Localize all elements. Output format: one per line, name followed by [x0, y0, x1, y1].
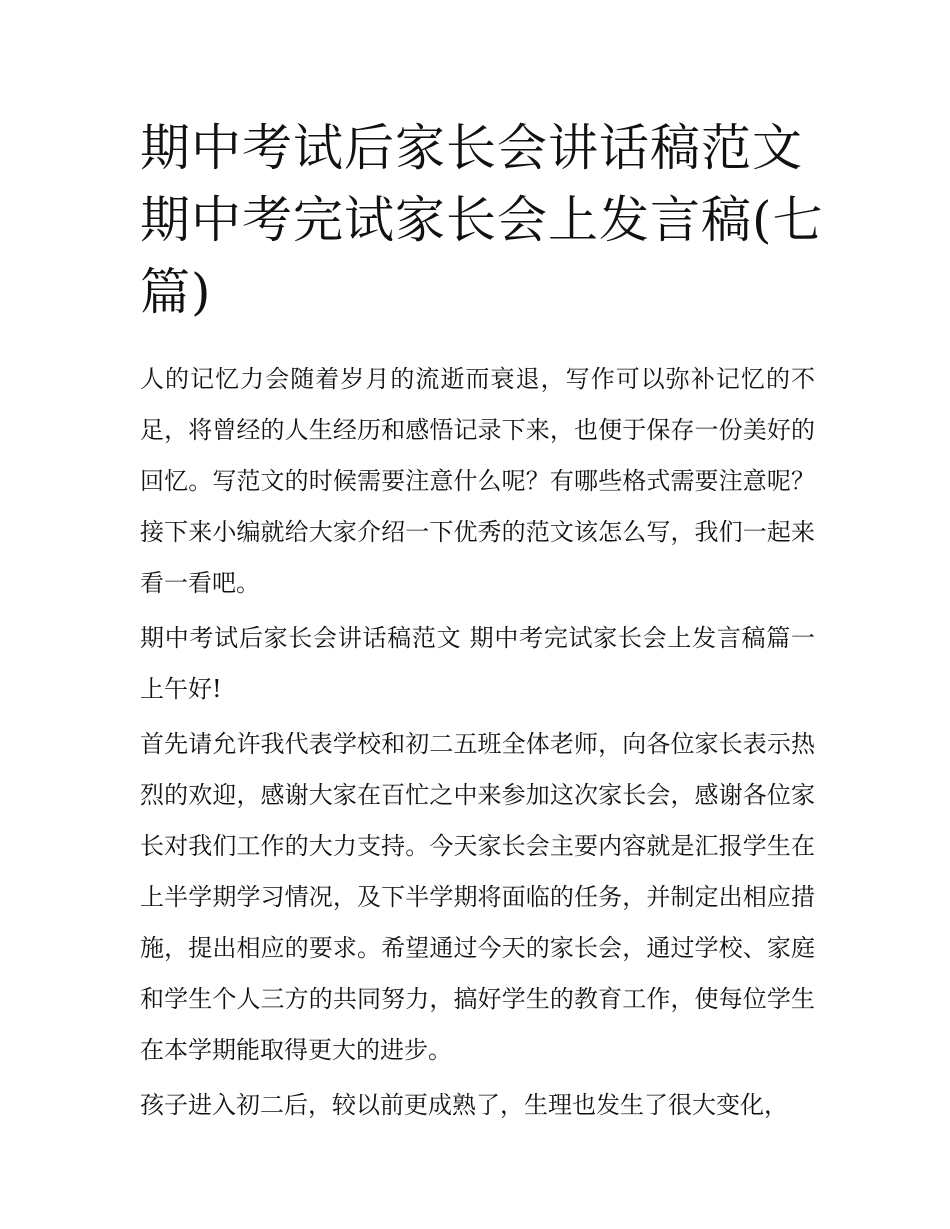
- section-heading-paragraph: 期中考试后家长会讲话稿范文 期中考完试家长会上发言稿篇一 上午好!: [140, 624, 815, 703]
- document-title: 期中考试后家长会讲话稿范文 期中考完试家长会上发言稿(七篇): [140, 119, 824, 321]
- body-paragraph: 首先请允许我代表学校和初二五班全体老师，向各位家长表示热烈的欢迎，感谢大家在百忙之中来参加这次家长会，感谢各位家长对我们工作的大力支持。今天家长会主要内容就是汇报学生在上半学期学习情况，及下半学期将面临的任务，并制定出相应措施，提出相应的要求。希望通过今天的家长会，通过学校、家庭和学生个人三方的共同努力，搞好学生的教育工作，使每位学生在本学期能取得更大的进步。: [140, 730, 815, 1064]
- intro-paragraph: 人的记忆力会随着岁月的流逝而衰退，写作可以弥补记忆的不足，将曾经的人生经历和感悟记录下来，也便于保存一份美好的回忆。写范文的时候需要注意什么呢？有哪些格式需要注意呢？接下来小编就给大家介绍一下优秀的范文该怎么写，我们一起来看一看吧。: [140, 365, 815, 597]
- document-body: [140, 354, 815, 1135]
- body-paragraph: 孩子进入初二后，较以前更成熟了，生理也发生了很大变化，: [140, 1091, 788, 1119]
